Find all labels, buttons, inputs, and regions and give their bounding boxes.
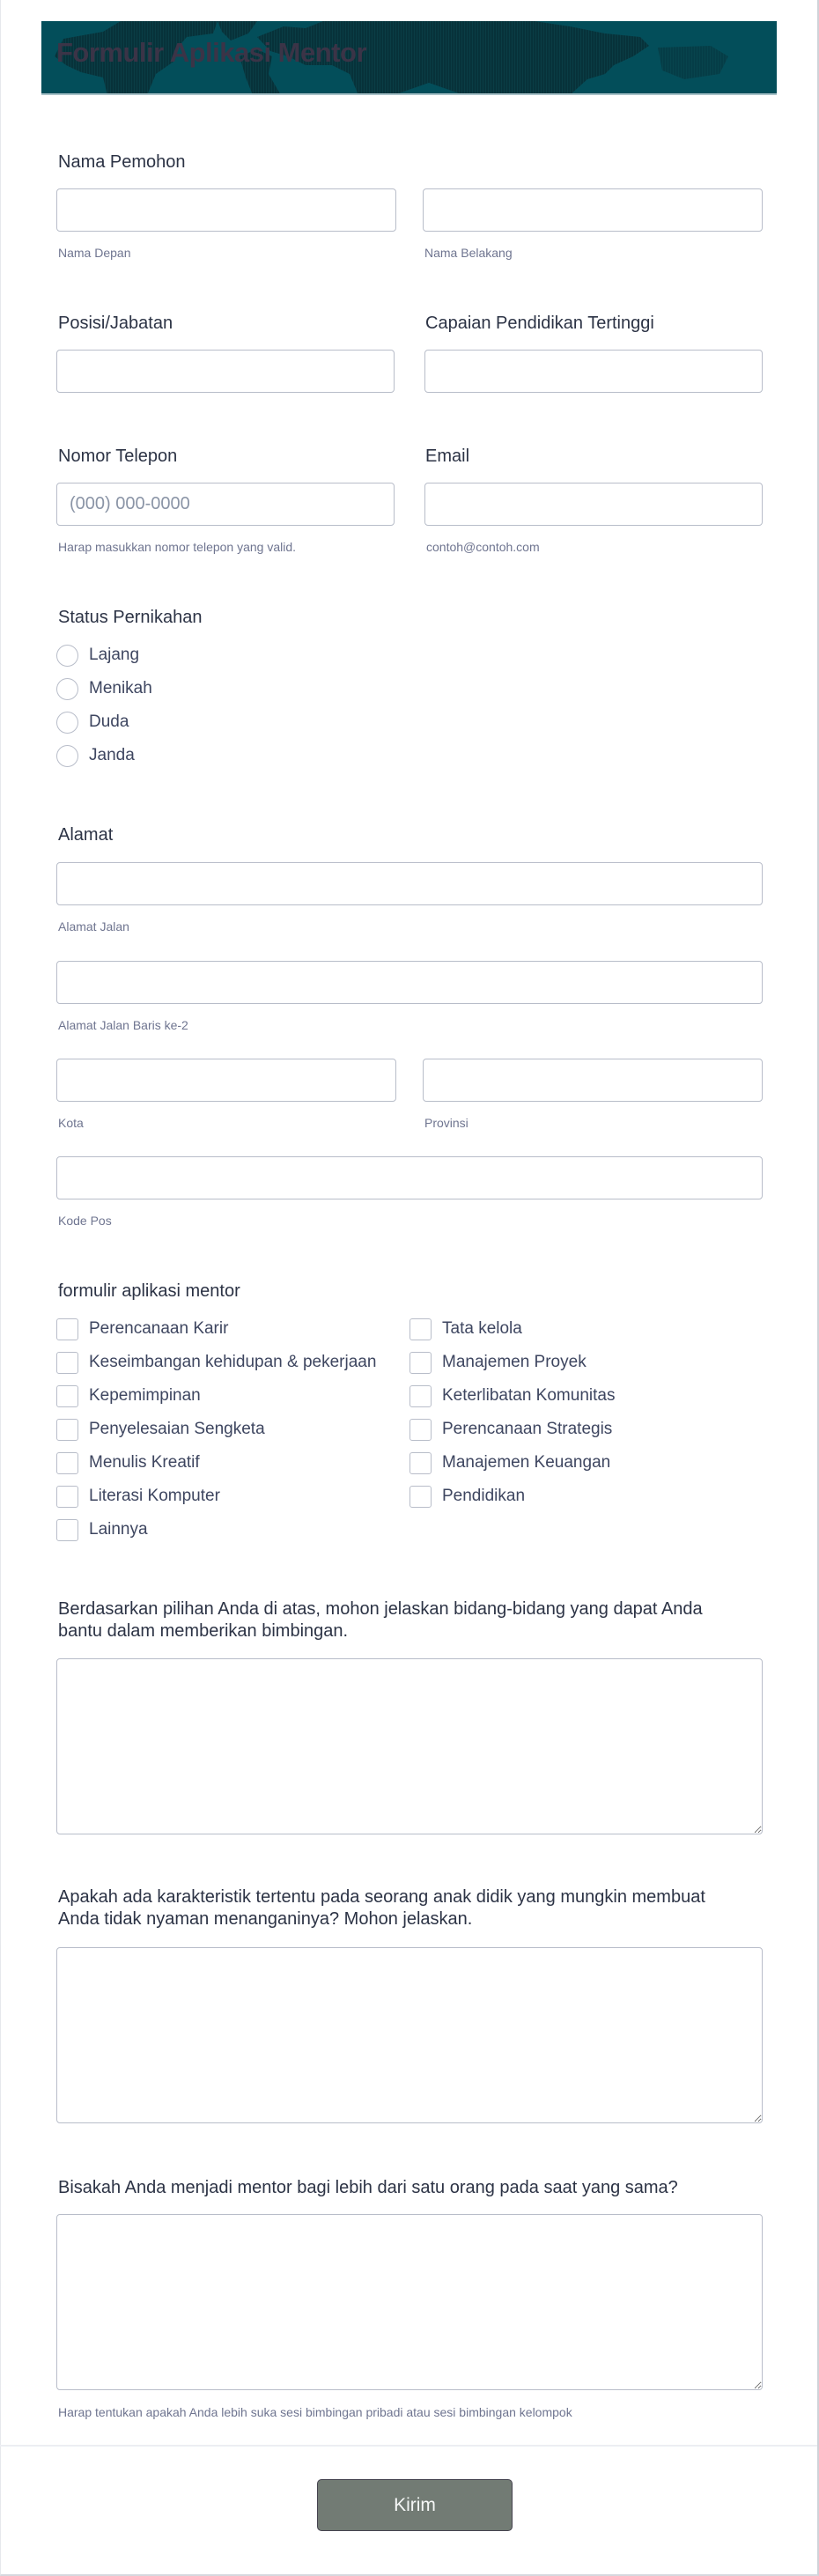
education-input[interactable]	[424, 350, 763, 393]
first-name-sublabel: Nama Depan	[58, 246, 131, 260]
city-input[interactable]	[56, 1059, 396, 1102]
checkbox-label: Perencanaan Karir	[89, 1319, 229, 1338]
last-name-input[interactable]	[423, 188, 763, 232]
checkbox-kepemimpinan[interactable]	[56, 1384, 201, 1407]
checkbox[interactable]	[56, 1318, 78, 1340]
radio-button[interactable]	[56, 745, 78, 767]
checkbox-label: Perencanaan Strategis	[442, 1420, 613, 1438]
radio-label: Lajang	[89, 646, 140, 664]
checkbox-label: Menulis Kreatif	[89, 1453, 200, 1472]
checkbox-label: Literasi Komputer	[89, 1487, 220, 1505]
checkbox[interactable]	[410, 1318, 432, 1340]
areas-description-label-line1: Berdasarkan pilihan Anda di atas, mohon jelaskan bidang-bidang yang dapat Anda	[58, 1599, 703, 1619]
footer-divider	[0, 2445, 817, 2447]
radio-button[interactable]	[56, 712, 78, 734]
mentee-characteristics-label-line1: Apakah ada karakteristik tertentu pada seorang anak didik yang mungkin membuat	[58, 1887, 705, 1907]
applicant-name-label: Nama Pemohon	[58, 152, 186, 172]
email-label: Email	[425, 447, 470, 466]
checkbox[interactable]	[410, 1352, 432, 1374]
checkbox[interactable]	[56, 1385, 78, 1407]
position-input[interactable]	[56, 350, 395, 393]
street-address-input[interactable]	[56, 862, 763, 905]
street-address-sublabel: Alamat Jalan	[58, 919, 129, 934]
radio-label: Janda	[89, 746, 135, 764]
marital-option-menikah[interactable]	[56, 677, 152, 700]
phone-sublabel: Harap masukkan nomor telepon yang valid.	[58, 540, 297, 554]
checkbox-label: Keterlibatan Komunitas	[442, 1386, 616, 1405]
areas-description-label-line2: bantu dalam memberikan bimbingan.	[58, 1621, 349, 1641]
checkbox-label: Manajemen Proyek	[442, 1353, 587, 1371]
phone-input[interactable]	[56, 483, 395, 526]
checkbox[interactable]	[56, 1352, 78, 1374]
street-address-line2-input[interactable]	[56, 961, 763, 1004]
mentee-characteristics-label-line2: Anda tidak nyaman menanganinya? Mohon jelaskan.	[58, 1909, 473, 1929]
checkbox-lainnya[interactable]	[56, 1518, 148, 1541]
form-header-banner	[41, 21, 777, 95]
province-sublabel: Provinsi	[424, 1116, 469, 1130]
checkbox-label: Kepemimpinan	[89, 1386, 201, 1405]
multiple-mentees-sublabel: Harap tentukan apakah Anda lebih suka sesi bimbingan pribadi atau sesi bimbingan kelompok	[58, 2405, 572, 2419]
street-address-line2-sublabel: Alamat Jalan Baris ke-2	[58, 1018, 188, 1032]
radio-button[interactable]	[56, 678, 78, 700]
email-input[interactable]	[424, 483, 763, 526]
form-title: Formulir Aplikasi Mentor	[56, 37, 367, 68]
checkbox-label: Pendidikan	[442, 1487, 526, 1505]
areas-description-label	[58, 1598, 703, 1642]
checkbox-manajemen-proyek[interactable]	[410, 1351, 587, 1374]
checkbox-keseimbangan[interactable]	[56, 1351, 376, 1374]
position-label: Posisi/Jabatan	[58, 314, 173, 333]
checkbox[interactable]	[410, 1385, 432, 1407]
checkbox-perencanaan-karir[interactable]	[56, 1318, 228, 1340]
email-sublabel: contoh@contoh.com	[426, 540, 540, 554]
checkbox[interactable]	[56, 1452, 78, 1474]
checkbox-perencanaan-strategis[interactable]	[410, 1418, 612, 1441]
checkbox[interactable]	[56, 1419, 78, 1441]
checkbox-pendidikan[interactable]	[410, 1485, 525, 1508]
checkbox-literasi-komputer[interactable]	[56, 1485, 220, 1508]
multiple-mentees-textarea[interactable]	[56, 2214, 763, 2390]
checkbox-label: Lainnya	[89, 1520, 148, 1539]
submit-button[interactable]: Kirim	[317, 2479, 513, 2531]
checkbox-tata-kelola[interactable]	[410, 1318, 522, 1340]
mentee-characteristics-textarea[interactable]	[56, 1947, 763, 2123]
checkbox-manajemen-keuangan[interactable]	[410, 1451, 610, 1474]
checkbox-keterlibatan-komunitas[interactable]	[410, 1384, 615, 1407]
checkbox[interactable]	[56, 1519, 78, 1541]
radio-label: Duda	[89, 712, 129, 731]
marital-option-janda[interactable]	[56, 744, 135, 767]
marital-option-duda[interactable]	[56, 711, 129, 734]
areas-description-textarea[interactable]	[56, 1658, 763, 1834]
city-sublabel: Kota	[58, 1116, 84, 1130]
province-input[interactable]	[423, 1059, 763, 1102]
checkbox-label: Keseimbangan kehidupan & pekerjaan	[89, 1353, 377, 1371]
postal-code-sublabel: Kode Pos	[58, 1214, 112, 1228]
checkbox[interactable]	[410, 1452, 432, 1474]
multiple-mentees-label: Bisakah Anda menjadi mentor bagi lebih dari satu orang pada saat yang sama?	[58, 2178, 678, 2197]
postal-code-input[interactable]	[56, 1156, 763, 1199]
radio-label: Menikah	[89, 679, 152, 698]
checkbox-label: Penyelesaian Sengketa	[89, 1420, 265, 1438]
checkbox-label: Tata kelola	[442, 1319, 522, 1338]
radio-button[interactable]	[56, 645, 78, 667]
mentor-areas-label: formulir aplikasi mentor	[58, 1281, 240, 1301]
mentee-characteristics-label	[58, 1886, 705, 1930]
checkbox-label: Manajemen Keuangan	[442, 1453, 611, 1472]
phone-label: Nomor Telepon	[58, 447, 178, 466]
first-name-input[interactable]	[56, 188, 396, 232]
marital-status-label: Status Pernikahan	[58, 608, 203, 627]
checkbox-penyelesaian-sengketa[interactable]	[56, 1418, 265, 1441]
checkbox-menulis-kreatif[interactable]	[56, 1451, 200, 1474]
address-label: Alamat	[58, 825, 114, 845]
checkbox[interactable]	[56, 1486, 78, 1508]
checkbox[interactable]	[410, 1486, 432, 1508]
marital-option-lajang[interactable]	[56, 644, 139, 667]
checkbox[interactable]	[410, 1419, 432, 1441]
last-name-sublabel: Nama Belakang	[424, 246, 513, 260]
education-label: Capaian Pendidikan Tertinggi	[425, 314, 654, 333]
